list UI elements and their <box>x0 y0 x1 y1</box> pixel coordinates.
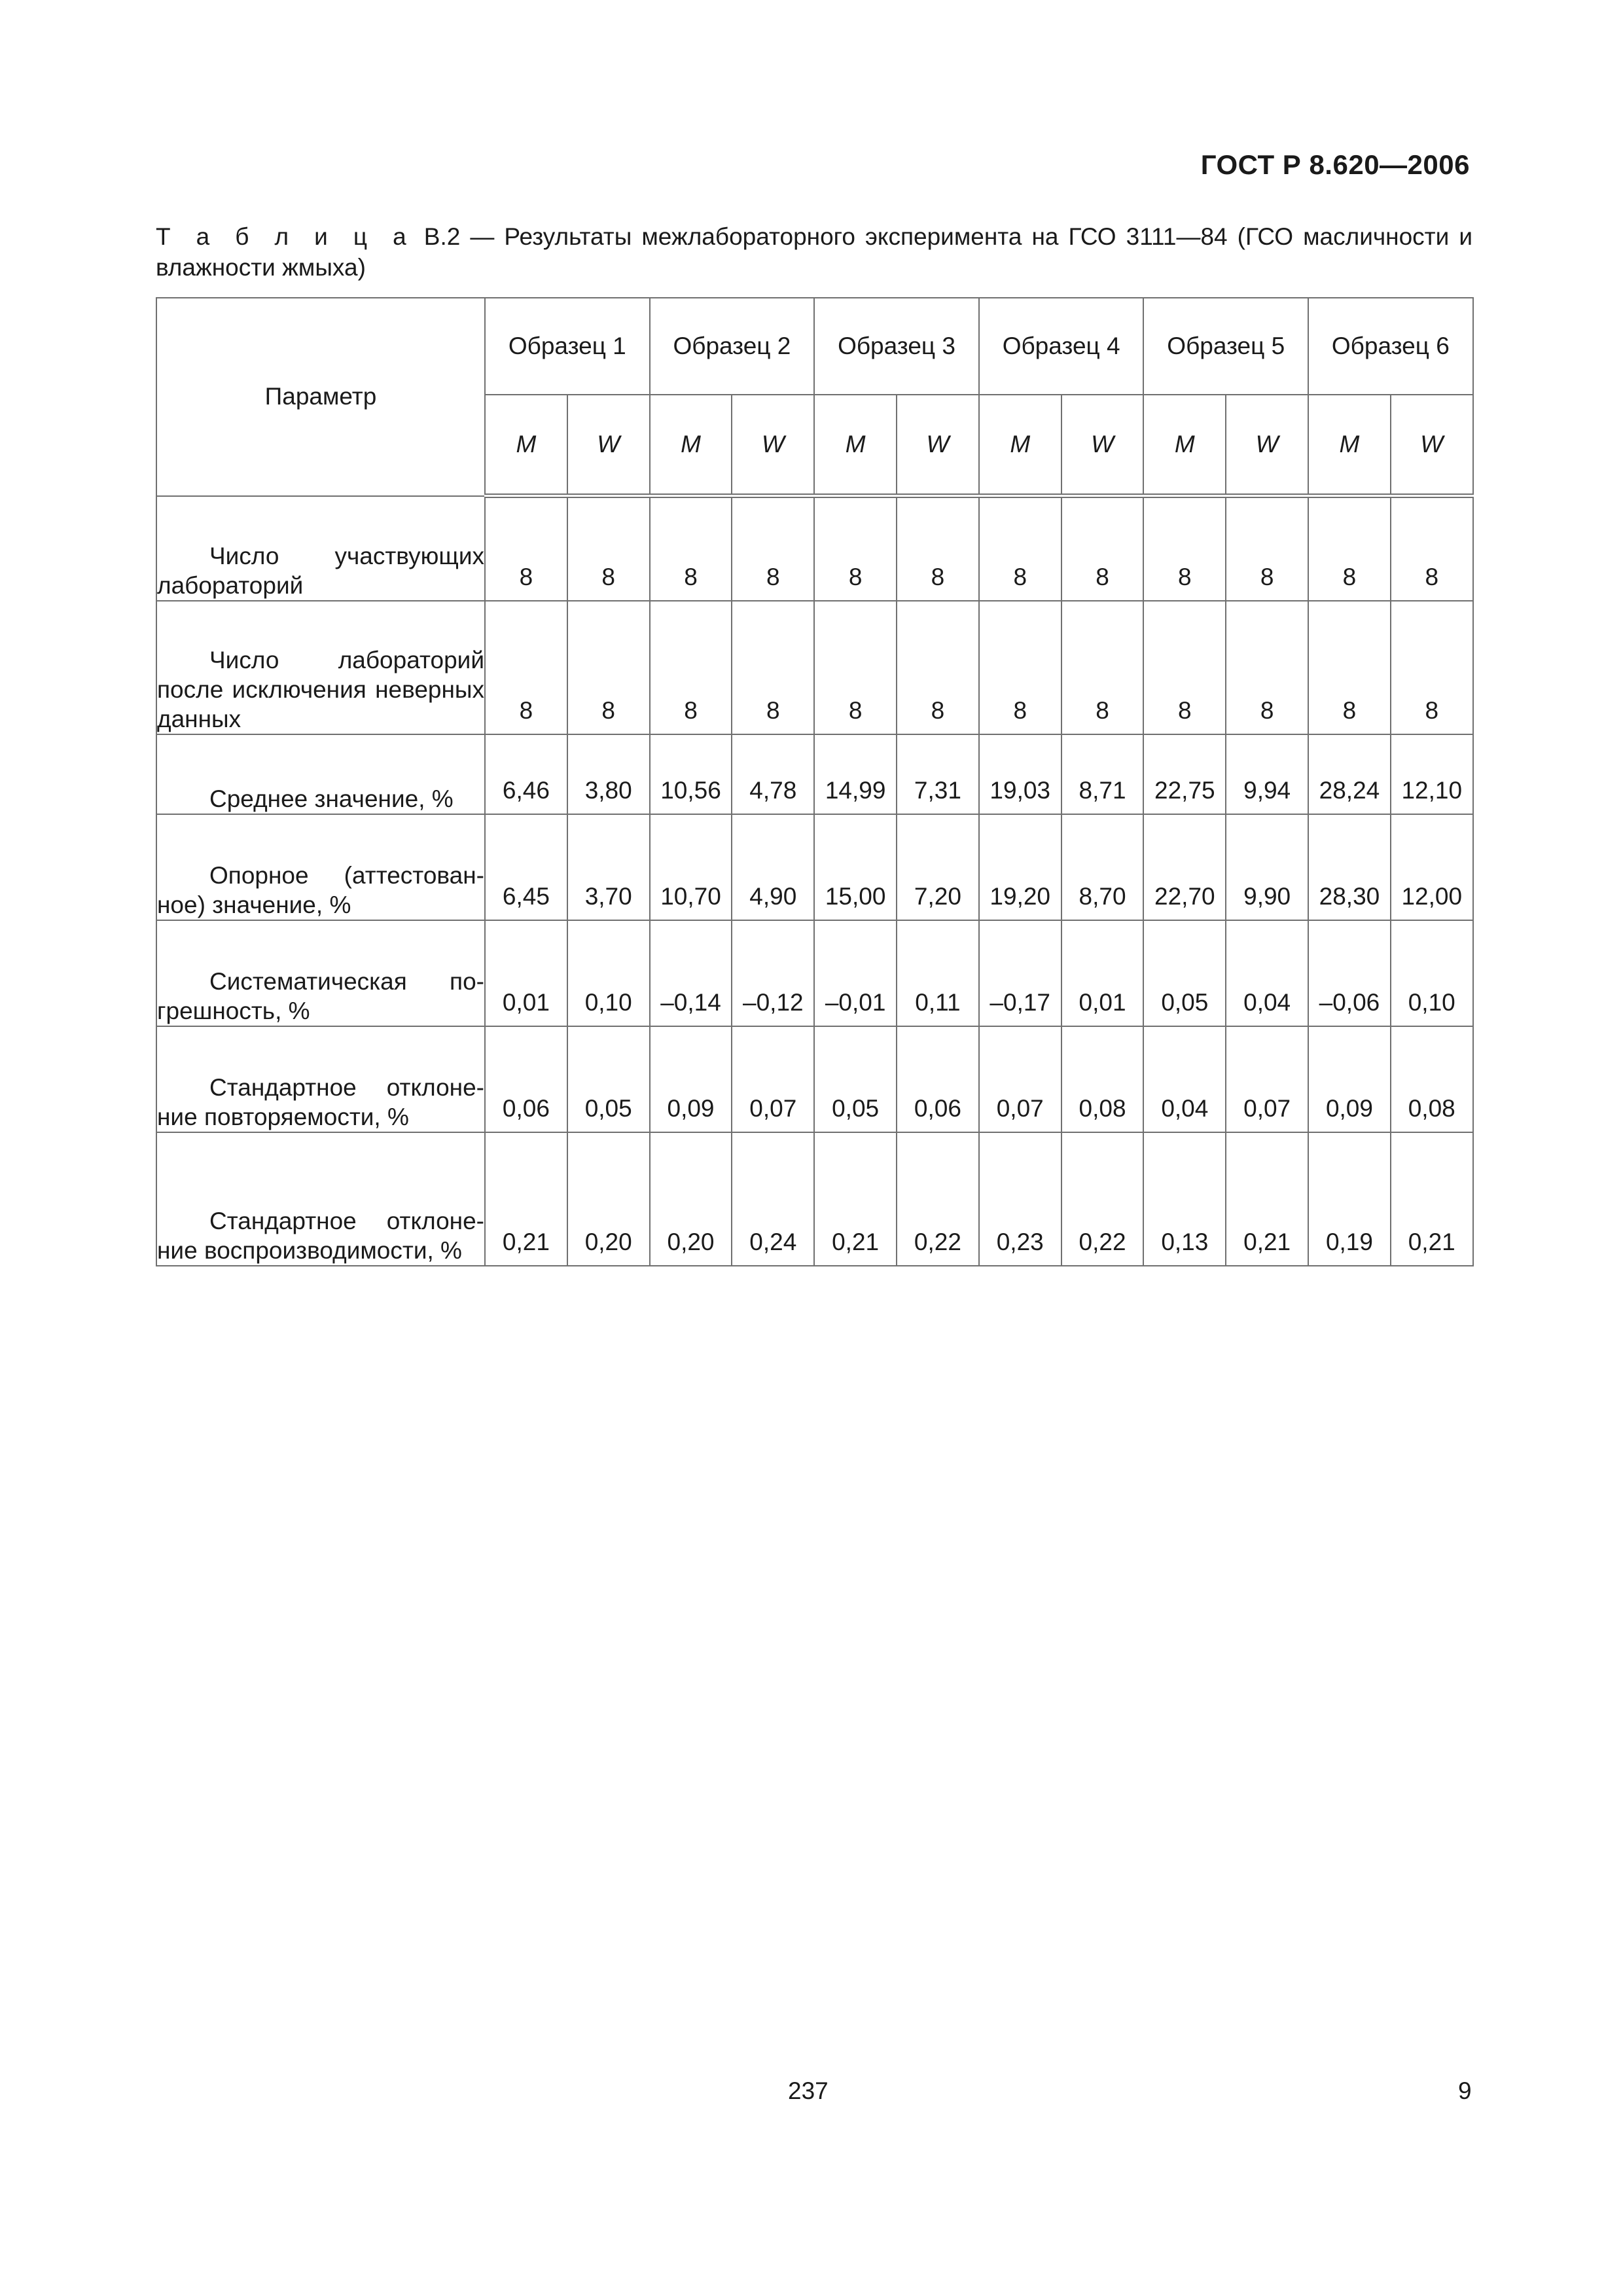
param-label-text: Среднее значение, % <box>209 785 454 812</box>
value-cell: 22,75 <box>1143 734 1226 814</box>
value-cell: 8 <box>814 496 897 601</box>
param-label-text: Систематическая погрешность, % <box>157 967 484 1024</box>
value-cell: 0,01 <box>485 920 567 1026</box>
value-cell: 0,21 <box>814 1132 897 1266</box>
value-cell: 0,08 <box>1391 1026 1473 1132</box>
value-cell: 8 <box>485 496 567 601</box>
value-cell: 8 <box>1391 601 1473 734</box>
value-cell: –0,17 <box>979 920 1061 1026</box>
value-cell: 0,20 <box>650 1132 732 1266</box>
page-number-right: 9 <box>1458 2077 1472 2104</box>
value-cell: 9,94 <box>1226 734 1308 814</box>
value-cell: 8 <box>1226 601 1308 734</box>
param-label <box>156 496 485 601</box>
table-row <box>156 1132 1473 1266</box>
value-cell: 0,01 <box>1061 920 1144 1026</box>
value-cell: 8 <box>732 601 814 734</box>
caption-prefix: Т а б л и ц а <box>156 223 414 250</box>
value-cell: 7,20 <box>897 814 979 920</box>
value-cell: 8 <box>897 496 979 601</box>
value-cell: 28,24 <box>1308 734 1391 814</box>
param-label-text: Число участвующих лабораторий <box>157 542 484 599</box>
value-cell: 0,07 <box>979 1026 1061 1132</box>
value-cell: 8 <box>650 496 732 601</box>
value-cell: 8 <box>732 496 814 601</box>
param-label-text: Стандартное отклонение воспроизводимости, % <box>157 1207 484 1264</box>
param-label <box>156 734 485 814</box>
value-cell: 6,45 <box>485 814 567 920</box>
value-cell: 8 <box>567 601 650 734</box>
value-cell: 0,08 <box>1061 1026 1144 1132</box>
table-row <box>156 920 1473 1026</box>
value-cell: 0,24 <box>732 1132 814 1266</box>
results-table <box>156 297 1474 1266</box>
param-label-text: Число лабораторий после исключения неверных данных <box>157 646 484 732</box>
value-cell: 0,21 <box>1226 1132 1308 1266</box>
subheader-m: M <box>814 395 897 496</box>
table-caption <box>156 221 1472 283</box>
value-cell: 0,09 <box>650 1026 732 1132</box>
value-cell: 19,20 <box>979 814 1061 920</box>
value-cell: 19,03 <box>979 734 1061 814</box>
value-cell: 14,99 <box>814 734 897 814</box>
value-cell: 0,11 <box>897 920 979 1026</box>
value-cell: 0,20 <box>567 1132 650 1266</box>
value-cell: 8 <box>1226 496 1308 601</box>
sample-header: Образец 4 <box>979 298 1144 395</box>
param-label <box>156 1026 485 1132</box>
value-cell: 3,70 <box>567 814 650 920</box>
value-cell: 8 <box>1061 496 1144 601</box>
param-label <box>156 814 485 920</box>
subheader-m: M <box>1308 395 1391 496</box>
param-label <box>156 601 485 734</box>
value-cell: 8 <box>650 601 732 734</box>
value-cell: 0,21 <box>485 1132 567 1266</box>
value-cell: 0,10 <box>1391 920 1473 1026</box>
subheader-w: W <box>1391 395 1473 496</box>
value-cell: –0,06 <box>1308 920 1391 1026</box>
table-row <box>156 814 1473 920</box>
page-number-center: 237 <box>788 2077 829 2104</box>
value-cell: 0,07 <box>1226 1026 1308 1132</box>
caption-text: В.2 — Результаты межлабораторного эксперимента на ГСО 3111—84 (ГСО масличности и влажности жмыха) <box>156 223 1472 281</box>
value-cell: 22,70 <box>1143 814 1226 920</box>
value-cell: 4,78 <box>732 734 814 814</box>
value-cell: 10,70 <box>650 814 732 920</box>
value-cell: 12,10 <box>1391 734 1473 814</box>
value-cell: 8 <box>897 601 979 734</box>
header-row-samples <box>156 298 1473 395</box>
param-label <box>156 1132 485 1266</box>
value-cell: 8 <box>1143 601 1226 734</box>
value-cell: 28,30 <box>1308 814 1391 920</box>
table-row <box>156 1026 1473 1132</box>
value-cell: 0,06 <box>485 1026 567 1132</box>
table-row <box>156 496 1473 601</box>
value-cell: 8 <box>1391 496 1473 601</box>
subheader-w: W <box>567 395 650 496</box>
param-label-text: Опорное (аттестованное) значение, % <box>157 861 484 918</box>
subheader-m: M <box>485 395 567 496</box>
subheader-m: M <box>979 395 1061 496</box>
sample-header: Образец 2 <box>650 298 815 395</box>
subheader-w: W <box>732 395 814 496</box>
sample-header: Образец 3 <box>814 298 979 395</box>
value-cell: 8 <box>1143 496 1226 601</box>
value-cell: 0,19 <box>1308 1132 1391 1266</box>
value-cell: 7,31 <box>897 734 979 814</box>
sample-header: Образец 5 <box>1143 298 1308 395</box>
value-cell: 0,09 <box>1308 1026 1391 1132</box>
value-cell: –0,14 <box>650 920 732 1026</box>
table-row <box>156 734 1473 814</box>
subheader-m: M <box>650 395 732 496</box>
value-cell: 8 <box>979 496 1061 601</box>
value-cell: 0,23 <box>979 1132 1061 1266</box>
value-cell: 0,22 <box>1061 1132 1144 1266</box>
value-cell: 8 <box>1061 601 1144 734</box>
value-cell: 8 <box>979 601 1061 734</box>
value-cell: 9,90 <box>1226 814 1308 920</box>
value-cell: 8 <box>814 601 897 734</box>
value-cell: 0,22 <box>897 1132 979 1266</box>
sample-header: Образец 1 <box>485 298 650 395</box>
value-cell: 4,90 <box>732 814 814 920</box>
subheader-w: W <box>897 395 979 496</box>
value-cell: 0,06 <box>897 1026 979 1132</box>
value-cell: 0,07 <box>732 1026 814 1132</box>
value-cell: 0,13 <box>1143 1132 1226 1266</box>
value-cell: 3,80 <box>567 734 650 814</box>
table-row <box>156 601 1473 734</box>
value-cell: 8 <box>1308 496 1391 601</box>
value-cell: 6,46 <box>485 734 567 814</box>
value-cell: 0,10 <box>567 920 650 1026</box>
value-cell: 8 <box>485 601 567 734</box>
value-cell: 0,05 <box>814 1026 897 1132</box>
value-cell: 0,21 <box>1391 1132 1473 1266</box>
param-label-text: Стандартное отклонение повторяемости, % <box>157 1073 484 1130</box>
value-cell: 0,05 <box>1143 920 1226 1026</box>
value-cell: 0,05 <box>567 1026 650 1132</box>
sample-header: Образец 6 <box>1308 298 1473 395</box>
subheader-w: W <box>1226 395 1308 496</box>
value-cell: –0,01 <box>814 920 897 1026</box>
param-column-header: Параметр <box>156 298 485 496</box>
value-cell: 10,56 <box>650 734 732 814</box>
document-standard-header: ГОСТ Р 8.620—2006 <box>1200 149 1470 180</box>
subheader-m: M <box>1143 395 1226 496</box>
value-cell: 15,00 <box>814 814 897 920</box>
param-label <box>156 920 485 1026</box>
value-cell: 12,00 <box>1391 814 1473 920</box>
subheader-w: W <box>1061 395 1144 496</box>
value-cell: 8 <box>567 496 650 601</box>
value-cell: –0,12 <box>732 920 814 1026</box>
value-cell: 8,70 <box>1061 814 1144 920</box>
value-cell: 0,04 <box>1143 1026 1226 1132</box>
value-cell: 0,04 <box>1226 920 1308 1026</box>
value-cell: 8,71 <box>1061 734 1144 814</box>
value-cell: 8 <box>1308 601 1391 734</box>
